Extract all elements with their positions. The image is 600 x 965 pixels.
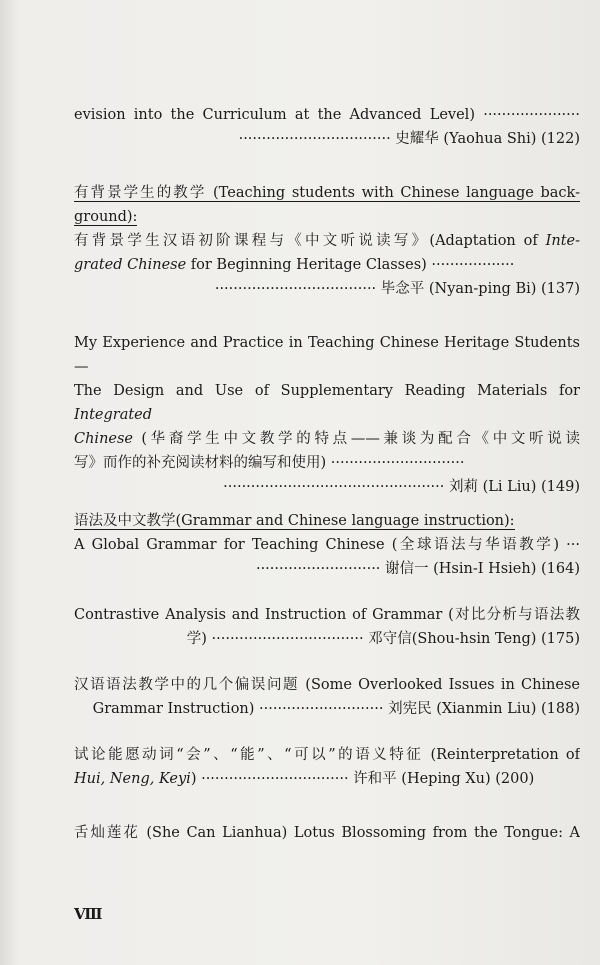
entry-title: 试论能愿动词“会”、“能”、“可以”的语义特征 (Reinterpretation of <box>74 747 580 763</box>
entry-title: 写》而作的补充阅读材料的编写和使用) ····························· <box>74 455 465 471</box>
entry-title: (华裔学生中文教学的特点——兼谈为配合《中文听说读 <box>133 431 580 447</box>
entry-title-italic: Integrated <box>74 407 153 423</box>
section-heading-grammar <box>74 509 580 533</box>
toc-entry-she-can-lianhua <box>74 821 580 845</box>
entry-title: 有背景学生汉语初阶课程与《中文听说读写》(Adaptation of <box>74 233 546 249</box>
table-of-contents <box>74 103 580 845</box>
entry-title-italic: grated Chinese <box>74 257 187 273</box>
toc-line: evision into the Curriculum at the Advanced Level) ····················· <box>74 107 580 123</box>
entry-title-italic: Inte- <box>545 233 580 249</box>
toc-author-line: ················································ 刘莉 (Li Liu) (149) <box>223 479 580 495</box>
toc-entry-continued <box>74 103 580 151</box>
toc-author-line: ··························· 谢信一 (Hsin-I Hsieh) (164) <box>255 561 580 577</box>
entry-title: My Experience and Practice in Teaching Chinese Heritage Students— <box>74 335 580 375</box>
entry-title: 汉语语法教学中的几个偏误问题 (Some Overlooked Issues in Chinese <box>74 677 580 693</box>
toc-author-line: ································· 史耀华 (Yaohua Shi) (122) <box>238 131 580 147</box>
section-title: 语法及中文教学(Grammar and Chinese language instruction): <box>74 513 515 529</box>
entry-title: Contrastive Analysis and Instruction of Grammar (对比分析与语法教 <box>74 607 580 623</box>
entry-title: for Beginning Heritage Classes) ·················· <box>186 257 515 273</box>
entry-title-italic: Chinese <box>74 431 134 447</box>
toc-entry-teng <box>74 603 580 651</box>
section-title: 有背景学生的教学 (Teaching students with Chinese language back- <box>74 185 580 201</box>
toc-entry-xu <box>74 743 580 791</box>
toc-entry-xianmin-liu <box>74 673 580 721</box>
entry-title: The Design and Use of Supplementary Reading Materials for <box>74 383 580 399</box>
toc-author-line: ) ································ 许和平 (Heping Xu) (200) <box>190 771 535 787</box>
toc-author-line: 学) ································· 邓守信(Shou-hsin Teng) (175) <box>186 631 580 647</box>
page-number: Ⅷ <box>74 905 104 923</box>
entry-title: 舌灿莲花 (She Can Lianhua) Lotus Blossoming from the Tongue: A <box>74 825 580 841</box>
toc-author-line: Grammar Instruction) ··························· 刘宪民 (Xianmin Liu) (188) <box>92 701 580 717</box>
entry-title: A Global Grammar for Teaching Chinese (全球语法与华语教学) ··· <box>74 537 580 553</box>
toc-entry-liu <box>74 331 580 499</box>
toc-entry-bi <box>74 229 580 301</box>
toc-author-line: ··································· 毕念平 (Nyan-ping Bi) (137) <box>214 281 580 297</box>
section-title-cont: ground): <box>74 209 138 225</box>
toc-entry-hsieh <box>74 533 580 581</box>
entry-title-italic: Hui, Neng, Keyi <box>74 771 191 787</box>
section-heading-heritage <box>74 181 580 229</box>
